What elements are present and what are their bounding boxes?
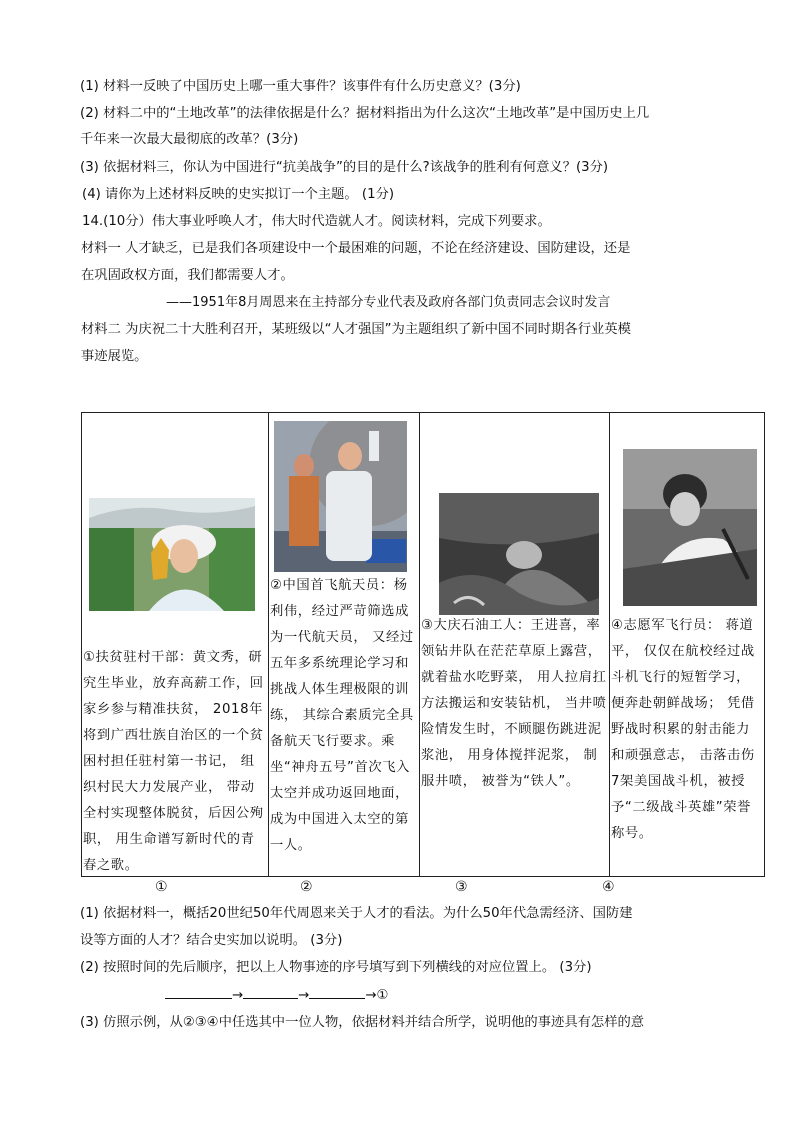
hero-cell-4: [610, 413, 765, 877]
hero-marker-3: ③: [455, 879, 468, 895]
q14-header: 14.(10分）伟大事业呼唤人才，伟大时代造就人才。阅读材料，完成下列要求。: [82, 214, 551, 229]
sequence-end-marker: ①: [376, 988, 389, 1003]
hero-marker-2: ②: [300, 879, 313, 895]
q13-sub4: (4) 请你为上述材料反映的史实拟订一个主题。 (1分): [82, 187, 395, 202]
material1-line1: 材料一 人才缺乏，已是我们各项建设中一个最困难的问题，不论在经济建设、国防建设，还是: [81, 241, 631, 256]
sequence-arrow: →: [365, 988, 377, 1003]
sequence-arrow: →: [232, 988, 244, 1003]
q14-sub2: (2) 按照时间的先后顺序，把以上人物事迹的序号填写到下列横线的对应位置上。 (3分): [80, 960, 592, 975]
sequence-blank-1[interactable]: [165, 986, 232, 999]
hero-photo-3: [439, 493, 599, 615]
material2-line2: 事迹展览。: [81, 349, 148, 364]
material1-line2: 在巩固政权方面，我们都需要人才。: [81, 268, 294, 283]
hero-marker-4: ④: [602, 879, 615, 895]
hero-cell-2: [269, 413, 420, 877]
hero-table: [81, 412, 765, 877]
hero-photo-4: [623, 449, 757, 606]
q13-sub3: (3) 依据材料三，你认为中国进行“抗美战争”的目的是什么?该战争的胜利有何意义？(3分): [80, 160, 609, 175]
sequence-answer-row: [165, 986, 388, 1005]
q13-sub2-line1: (2) 材料二中的“土地改革”的法律依据是什么？据材料指出为什么这次“土地改革”是中国历史上几: [80, 106, 650, 121]
q14-sub1-line1: (1) 依据材料一，概括20世纪50年代周恩来关于人才的看法。为什么50年代急需经济、国防建: [80, 906, 633, 921]
q14-sub3: (3) 仿照示例，从②③④中任选其中一位人物，依据材料并结合所学，说明他的事迹具有怎样的意: [80, 1015, 645, 1030]
hero-text-1: ①扶贫驻村干部：黄文秀，研究生毕业，放弃高薪工作，回家乡参与精准扶贫， 2018年将到广西壮族自治区的一个贫困村担任驻村第一书记， 组织村民大力发展产业， 带动全村实现整体脱贫，后因公殉职， 用生命谱写新时代的青春之歌。: [83, 650, 264, 873]
hero-photo-1: [89, 498, 255, 611]
q14-sub1-line2: 设等方面的人才？结合史实加以说明。 (3分): [80, 933, 343, 948]
material1-attribution: ——1951年8月周恩来在主持部分专业代表及政府各部门负责同志会议时发言: [166, 295, 611, 310]
sequence-blank-2[interactable]: [243, 986, 298, 999]
hero-marker-1: ①: [155, 879, 168, 895]
material2-line1: 材料二 为庆祝二十大胜利召开，某班级以“人才强国”为主题组织了新中国不同时期各行业英模: [81, 322, 631, 337]
sequence-blank-3[interactable]: [309, 986, 365, 999]
hero-cell-1: [82, 413, 269, 877]
hero-cell-3: [420, 413, 610, 877]
hero-text-2: ②中国首飞航天员：杨利伟，经过严苛筛选成为一代航天员， 又经过五年多系统理论学习和挑战人体生理极限的训练， 其综合素质完全具备航天飞行要求。乘坐“神舟五号”首次飞入太空并成功返回地面，成为中国进入太空的第一人。: [270, 578, 414, 853]
q13-sub2-line2: 千年来一次最大最彻底的改革？(3分): [80, 132, 299, 147]
q13-sub1: (1) 材料一反映了中国历史上哪一重大事件？该事件有什么历史意义？(3分): [80, 79, 521, 94]
hero-photo-2: [274, 421, 407, 572]
hero-text-3: ③大庆石油工人：王进喜，率领钻井队在茫茫草原上露营，就着盐水吃野菜， 用人拉肩扛方法搬运和安装钻机， 当井喷险情发生时，不顾腿伤跳进泥浆池， 用身体搅拌泥浆， 制服井喷， 被誉为“铁人”。: [421, 618, 607, 789]
hero-text-4: ④志愿军飞行员： 蒋道平， 仅仅在航校经过战斗机飞行的短暂学习，便奔赴朝鲜战场； 凭借野战时积累的射击能力和顽强意志， 击落击伤7架美国战斗机，被授予“二级战斗英雄”荣誉称号。: [611, 618, 755, 841]
sequence-arrow: →: [298, 988, 310, 1003]
